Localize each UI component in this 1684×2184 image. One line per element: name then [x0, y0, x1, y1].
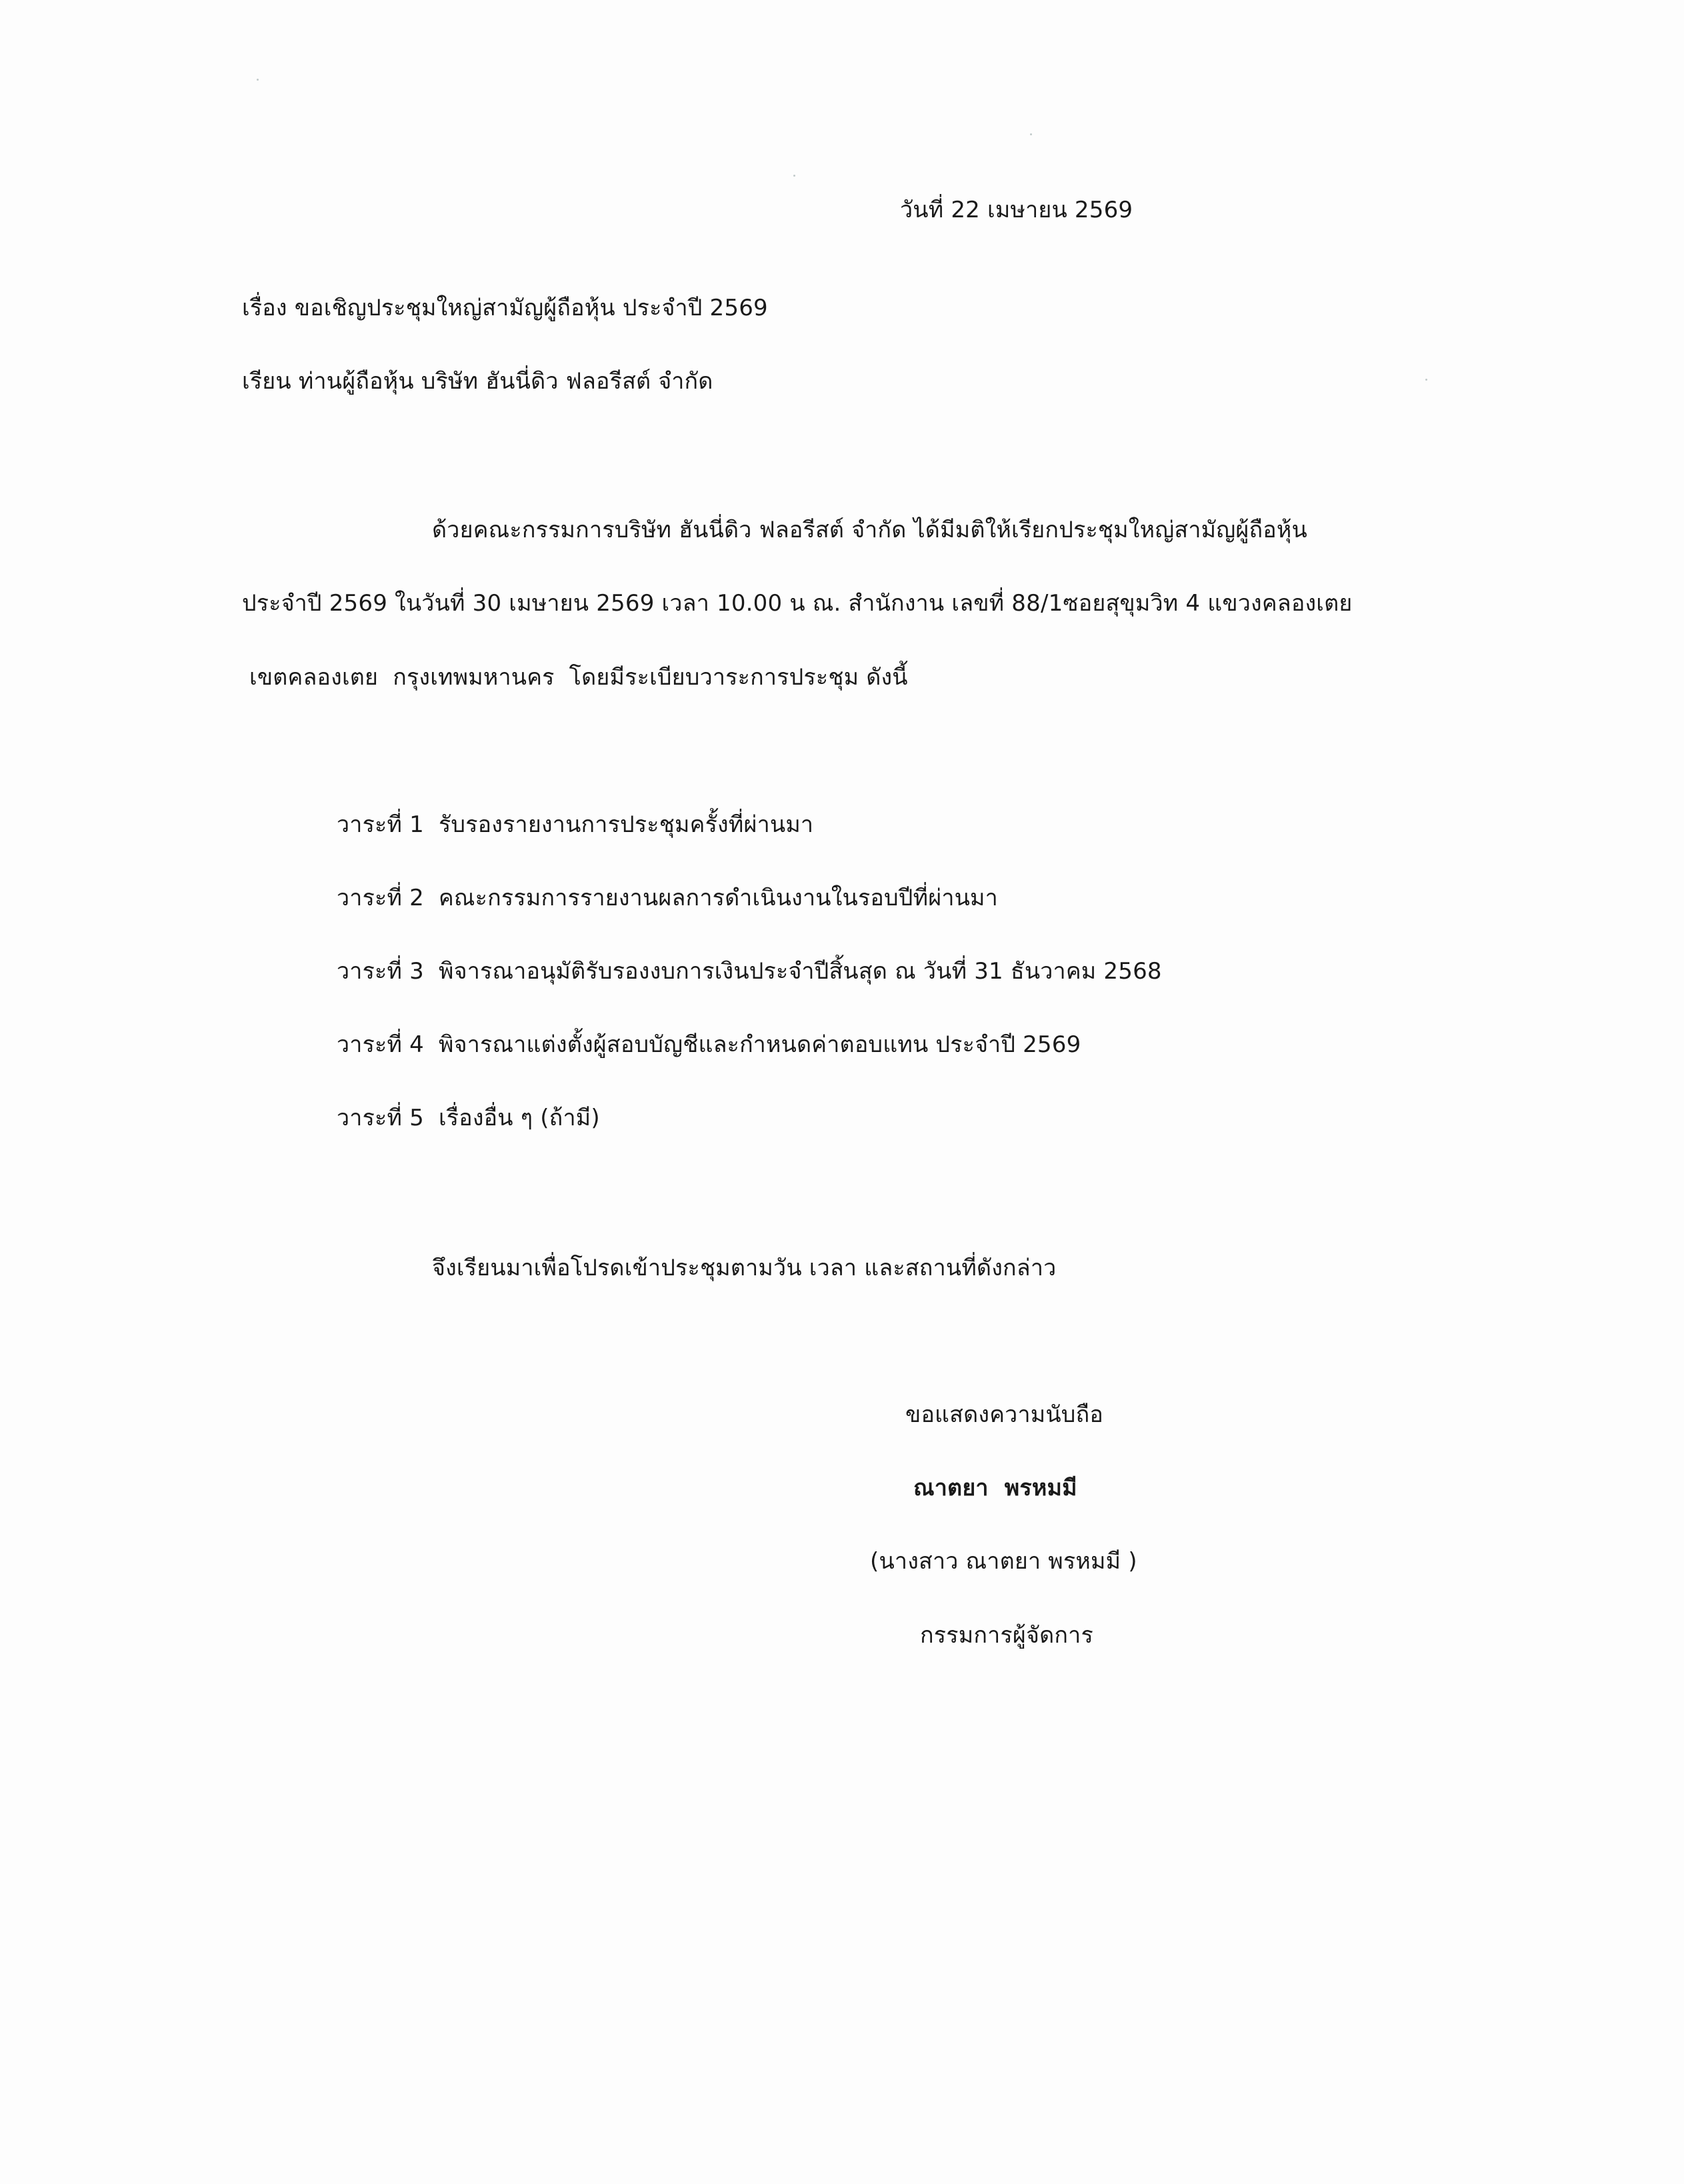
- body-line: เขตคลองเตย กรุงเทพมหานคร โดยมีระเบียบวาระการประชุม ดังนี้: [242, 664, 908, 691]
- signature-name: ณาตยา พรหมมี: [913, 1475, 1077, 1501]
- body-line: ด้วยคณะกรรมการบริษัท ฮันนี่ดิว ฟลอรีสต์ จำกัด ได้มีมติให้เรียกประชุมใหญ่สามัญผู้ถือหุ้น: [432, 517, 1307, 543]
- scan-speck: [257, 79, 259, 81]
- position-title: กรรมการผู้จัดการ: [920, 1622, 1093, 1649]
- agenda-item: วาระที่ 4 พิจารณาแต่งตั้งผู้สอบบัญชีและกำหนดค่าตอบแทน ประจำปี 2569: [337, 1031, 1081, 1058]
- agenda-item: วาระที่ 2 คณะกรรมการรายงานผลการดำเนินงานในรอบปีที่ผ่านมา: [337, 885, 998, 911]
- full-name: (นางสาว ณาตยา พรหมมี ): [870, 1548, 1137, 1575]
- letter-date: วันที่ 22 เมษายน 2569: [900, 197, 1133, 223]
- scan-speck: [1425, 379, 1427, 381]
- agenda-item: วาระที่ 1 รับรองรายงานการประชุมครั้งที่ผ่านมา: [337, 811, 814, 838]
- body-line: ประจำปี 2569 ในวันที่ 30 เมษายน 2569 เวลา 10.00 น ณ. สำนักงาน เลขที่ 88/1ซอยสุขุมวิท 4 แขวงคลองเตย: [242, 590, 1353, 617]
- closing-line: จึงเรียนมาเพื่อโปรดเข้าประชุมตามวัน เวลา และสถานที่ดังกล่าว: [432, 1255, 1057, 1281]
- scan-speck: [793, 175, 795, 177]
- agenda-item: วาระที่ 3 พิจารณาอนุมัติรับรองงบการเงินประจำปีสิ้นสุด ณ วันที่ 31 ธันวาคม 2568: [337, 958, 1162, 985]
- letter-subject: เรื่อง ขอเชิญประชุมใหญ่สามัญผู้ถือหุ้น ประจำปี 2569: [242, 295, 768, 321]
- scan-speck: [1030, 133, 1032, 135]
- letter-recipient: เรียน ท่านผู้ถือหุ้น บริษัท ฮันนี่ดิว ฟลอรีสต์ จำกัด: [242, 368, 713, 395]
- signoff: ขอแสดงความนับถือ: [905, 1401, 1103, 1428]
- agenda-item: วาระที่ 5 เรื่องอื่น ๆ (ถ้ามี): [337, 1105, 600, 1131]
